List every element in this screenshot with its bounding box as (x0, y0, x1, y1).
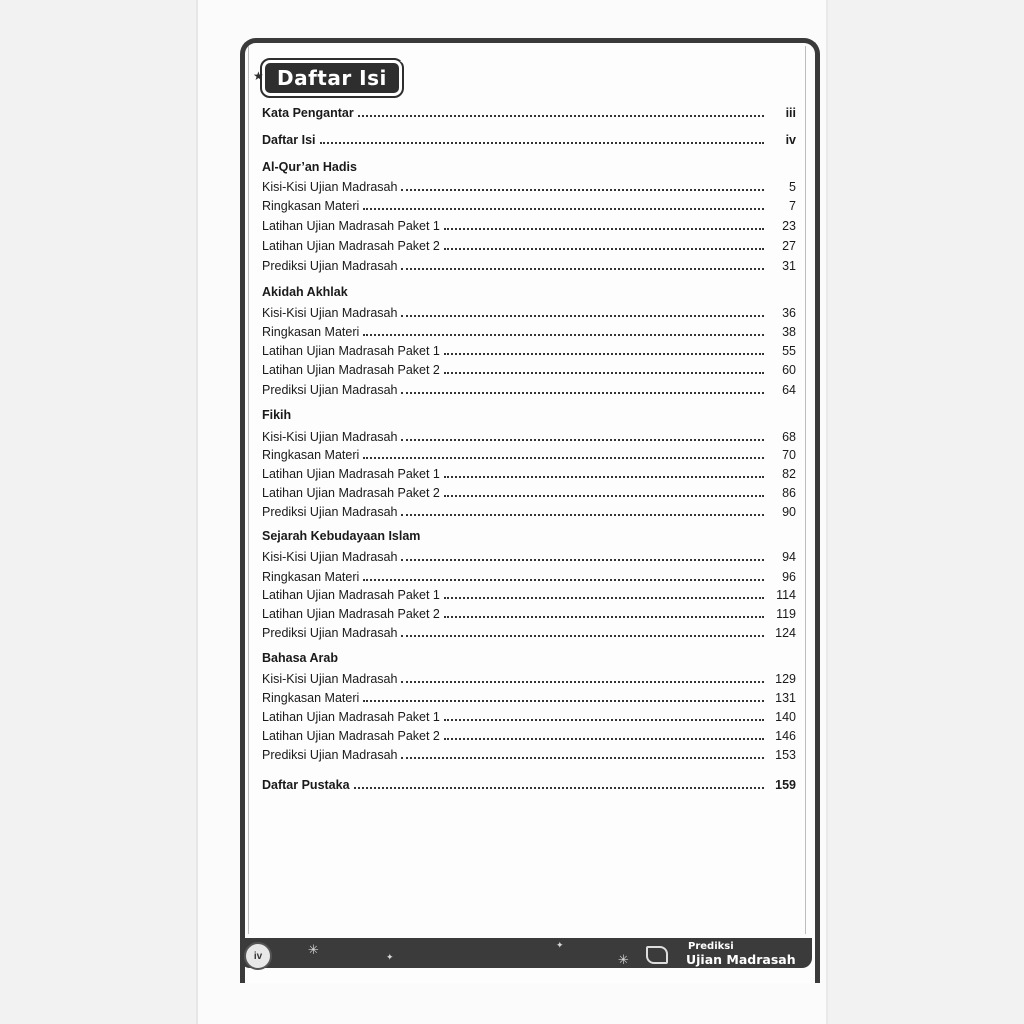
toc-entry-label: Latihan Ujian Madrasah Paket 1 (262, 467, 440, 481)
toc-entry-label: Ringkasan Materi (262, 199, 360, 213)
toc-entry[interactable] (262, 341, 796, 359)
toc-entry-page: 153 (775, 748, 796, 762)
page-number-badge: iv (244, 942, 272, 970)
toc-entry[interactable] (262, 380, 796, 398)
leader-dots (401, 559, 764, 561)
leader-dots (401, 439, 764, 441)
leader-dots (444, 719, 764, 721)
leader-dots (363, 208, 764, 210)
toc-entry-page: 94 (782, 550, 796, 564)
toc-entry[interactable] (262, 236, 796, 254)
toc-entry-label: Daftar Isi (262, 133, 316, 147)
toc-section-heading: Akidah Akhlak (262, 285, 348, 299)
leader-dots (401, 189, 764, 191)
toc-entry-label: Kisi-Kisi Ujian Madrasah (262, 430, 398, 444)
toc-entry-label: Daftar Pustaka (262, 778, 350, 792)
section-title-badge (253, 55, 409, 96)
leader-dots (363, 334, 764, 336)
toc-entry[interactable] (262, 623, 796, 641)
footer-brand (686, 940, 806, 966)
toc-entry-page: 7 (789, 199, 796, 213)
toc-entry[interactable] (262, 726, 796, 744)
leader-dots (444, 372, 764, 374)
toc-entry-label: Ringkasan Materi (262, 448, 360, 462)
leader-dots (444, 616, 764, 618)
leader-dots (363, 700, 764, 702)
toc-entry[interactable] (262, 303, 796, 321)
toc-entry[interactable] (262, 483, 796, 501)
toc-entry-page: 68 (782, 430, 796, 444)
brand-line-2: Ujian Madrasah (686, 952, 796, 967)
leader-dots (363, 579, 764, 581)
toc-entry-page: 86 (782, 486, 796, 500)
toc-entry[interactable] (262, 604, 796, 622)
toc-entry[interactable] (262, 464, 796, 482)
toc-entry-page: 5 (789, 180, 796, 194)
sparkle-icon: ✦ (386, 952, 394, 962)
toc-entry-label: Kisi-Kisi Ujian Madrasah (262, 672, 398, 686)
leader-dots (401, 315, 764, 317)
toc-entry-label: Prediksi Ujian Madrasah (262, 505, 398, 519)
leader-dots (354, 787, 764, 789)
toc-entry-label: Latihan Ujian Madrasah Paket 2 (262, 239, 440, 253)
toc-entry-label: Prediksi Ujian Madrasah (262, 748, 398, 762)
toc-entry-label: Ringkasan Materi (262, 325, 360, 339)
toc-entry-page: 140 (775, 710, 796, 724)
toc-entry-label: Kisi-Kisi Ujian Madrasah (262, 180, 398, 194)
toc-entry-page: 90 (782, 505, 796, 519)
toc-section-heading: Sejarah Kebudayaan Islam (262, 529, 421, 543)
toc-entry-page: 38 (782, 325, 796, 339)
leader-dots (401, 514, 764, 516)
toc-entry-label: Kata Pengantar (262, 106, 354, 120)
star-icon: ★ (253, 69, 264, 83)
toc-entry-page: 114 (776, 588, 796, 602)
leader-dots (358, 115, 764, 117)
toc-entry-page: 64 (782, 383, 796, 397)
leader-dots (320, 142, 765, 144)
toc-entry-label: Ringkasan Materi (262, 570, 360, 584)
toc-entry-label: Prediksi Ujian Madrasah (262, 626, 398, 640)
toc-entry-label: Prediksi Ujian Madrasah (262, 259, 398, 273)
toc-entry-page: iii (785, 106, 796, 120)
toc-entry[interactable] (262, 547, 796, 565)
toc-entry[interactable] (262, 567, 796, 585)
sparkle-icon: ✳ (618, 952, 629, 967)
brand-line-1: Prediksi (688, 941, 734, 952)
leader-dots (401, 681, 764, 683)
toc-entry-page: 82 (782, 467, 796, 481)
leader-dots (444, 353, 764, 355)
toc-entry[interactable] (262, 585, 796, 603)
toc-entry[interactable] (262, 360, 796, 378)
toc-entry-page: 131 (775, 691, 796, 705)
toc-entry-label: Ringkasan Materi (262, 691, 360, 705)
toc-entry-label: Latihan Ujian Madrasah Paket 1 (262, 588, 440, 602)
leader-dots (401, 757, 764, 759)
leader-dots (444, 495, 764, 497)
toc-entry[interactable] (262, 707, 796, 725)
leader-dots (444, 597, 764, 599)
leader-dots (401, 392, 764, 394)
toc-entry-page: 119 (776, 607, 796, 621)
toc-entry[interactable] (262, 688, 796, 706)
toc-entry-page: 55 (782, 344, 796, 358)
toc-entry-page: iv (785, 133, 796, 147)
page-title: Daftar Isi (277, 66, 387, 90)
toc-entry[interactable] (262, 502, 796, 520)
toc-entry[interactable] (262, 196, 796, 214)
toc-entry[interactable] (262, 322, 796, 340)
leader-dots (444, 228, 764, 230)
toc-entry-page: 23 (782, 219, 796, 233)
toc-entry[interactable] (262, 745, 796, 763)
toc-entry-label: Prediksi Ujian Madrasah (262, 383, 398, 397)
toc-entry-label: Latihan Ujian Madrasah Paket 1 (262, 710, 440, 724)
toc-entry-page: 124 (775, 626, 796, 640)
toc-entry-label: Latihan Ujian Madrasah Paket 2 (262, 729, 440, 743)
toc-section-heading: Bahasa Arab (262, 651, 338, 665)
toc-entry-page: 159 (775, 778, 796, 792)
sparkle-icon: ✳ (308, 942, 319, 957)
toc-entry-label: Latihan Ujian Madrasah Paket 2 (262, 363, 440, 377)
toc-entry-page: 60 (782, 363, 796, 377)
leader-dots (444, 738, 764, 740)
leader-dots (363, 457, 764, 459)
toc-entry-label: Latihan Ujian Madrasah Paket 2 (262, 486, 440, 500)
toc-section-heading: Al-Qur’an Hadis (262, 160, 357, 174)
toc-entry-label: Kisi-Kisi Ujian Madrasah (262, 306, 398, 320)
toc-entry-label: Latihan Ujian Madrasah Paket 2 (262, 607, 440, 621)
toc-entry-page: 70 (782, 448, 796, 462)
toc-entry[interactable] (262, 256, 796, 274)
toc-entry-page: 36 (782, 306, 796, 320)
leader-dots (401, 268, 764, 270)
book-logo-icon (646, 946, 668, 964)
toc-entry-daftar-pustaka[interactable] (262, 775, 796, 793)
toc-entry[interactable] (262, 177, 796, 195)
toc-entry-page: 146 (775, 729, 796, 743)
leader-dots (444, 476, 764, 478)
toc-entry-page: 31 (782, 259, 796, 273)
toc-entry-page: 27 (782, 239, 796, 253)
toc-entry-page: 129 (775, 672, 796, 686)
toc-entry-kata-pengantar[interactable] (262, 103, 796, 121)
leader-dots (444, 248, 764, 250)
toc-entry[interactable] (262, 216, 796, 234)
toc-entry-page: 96 (782, 570, 796, 584)
leader-dots (401, 635, 764, 637)
toc-entry-label: Kisi-Kisi Ujian Madrasah (262, 550, 398, 564)
toc-entry-daftar-isi[interactable] (262, 130, 796, 148)
toc-entry[interactable] (262, 427, 796, 445)
toc-section-heading: Fikih (262, 408, 292, 422)
toc-entry[interactable] (262, 445, 796, 463)
toc-entry[interactable] (262, 669, 796, 687)
sparkle-icon: ✦ (556, 940, 564, 950)
toc-entry-label: Latihan Ujian Madrasah Paket 1 (262, 344, 440, 358)
toc-entry-label: Latihan Ujian Madrasah Paket 1 (262, 219, 440, 233)
sparkle-icon: ✦ (398, 55, 409, 69)
